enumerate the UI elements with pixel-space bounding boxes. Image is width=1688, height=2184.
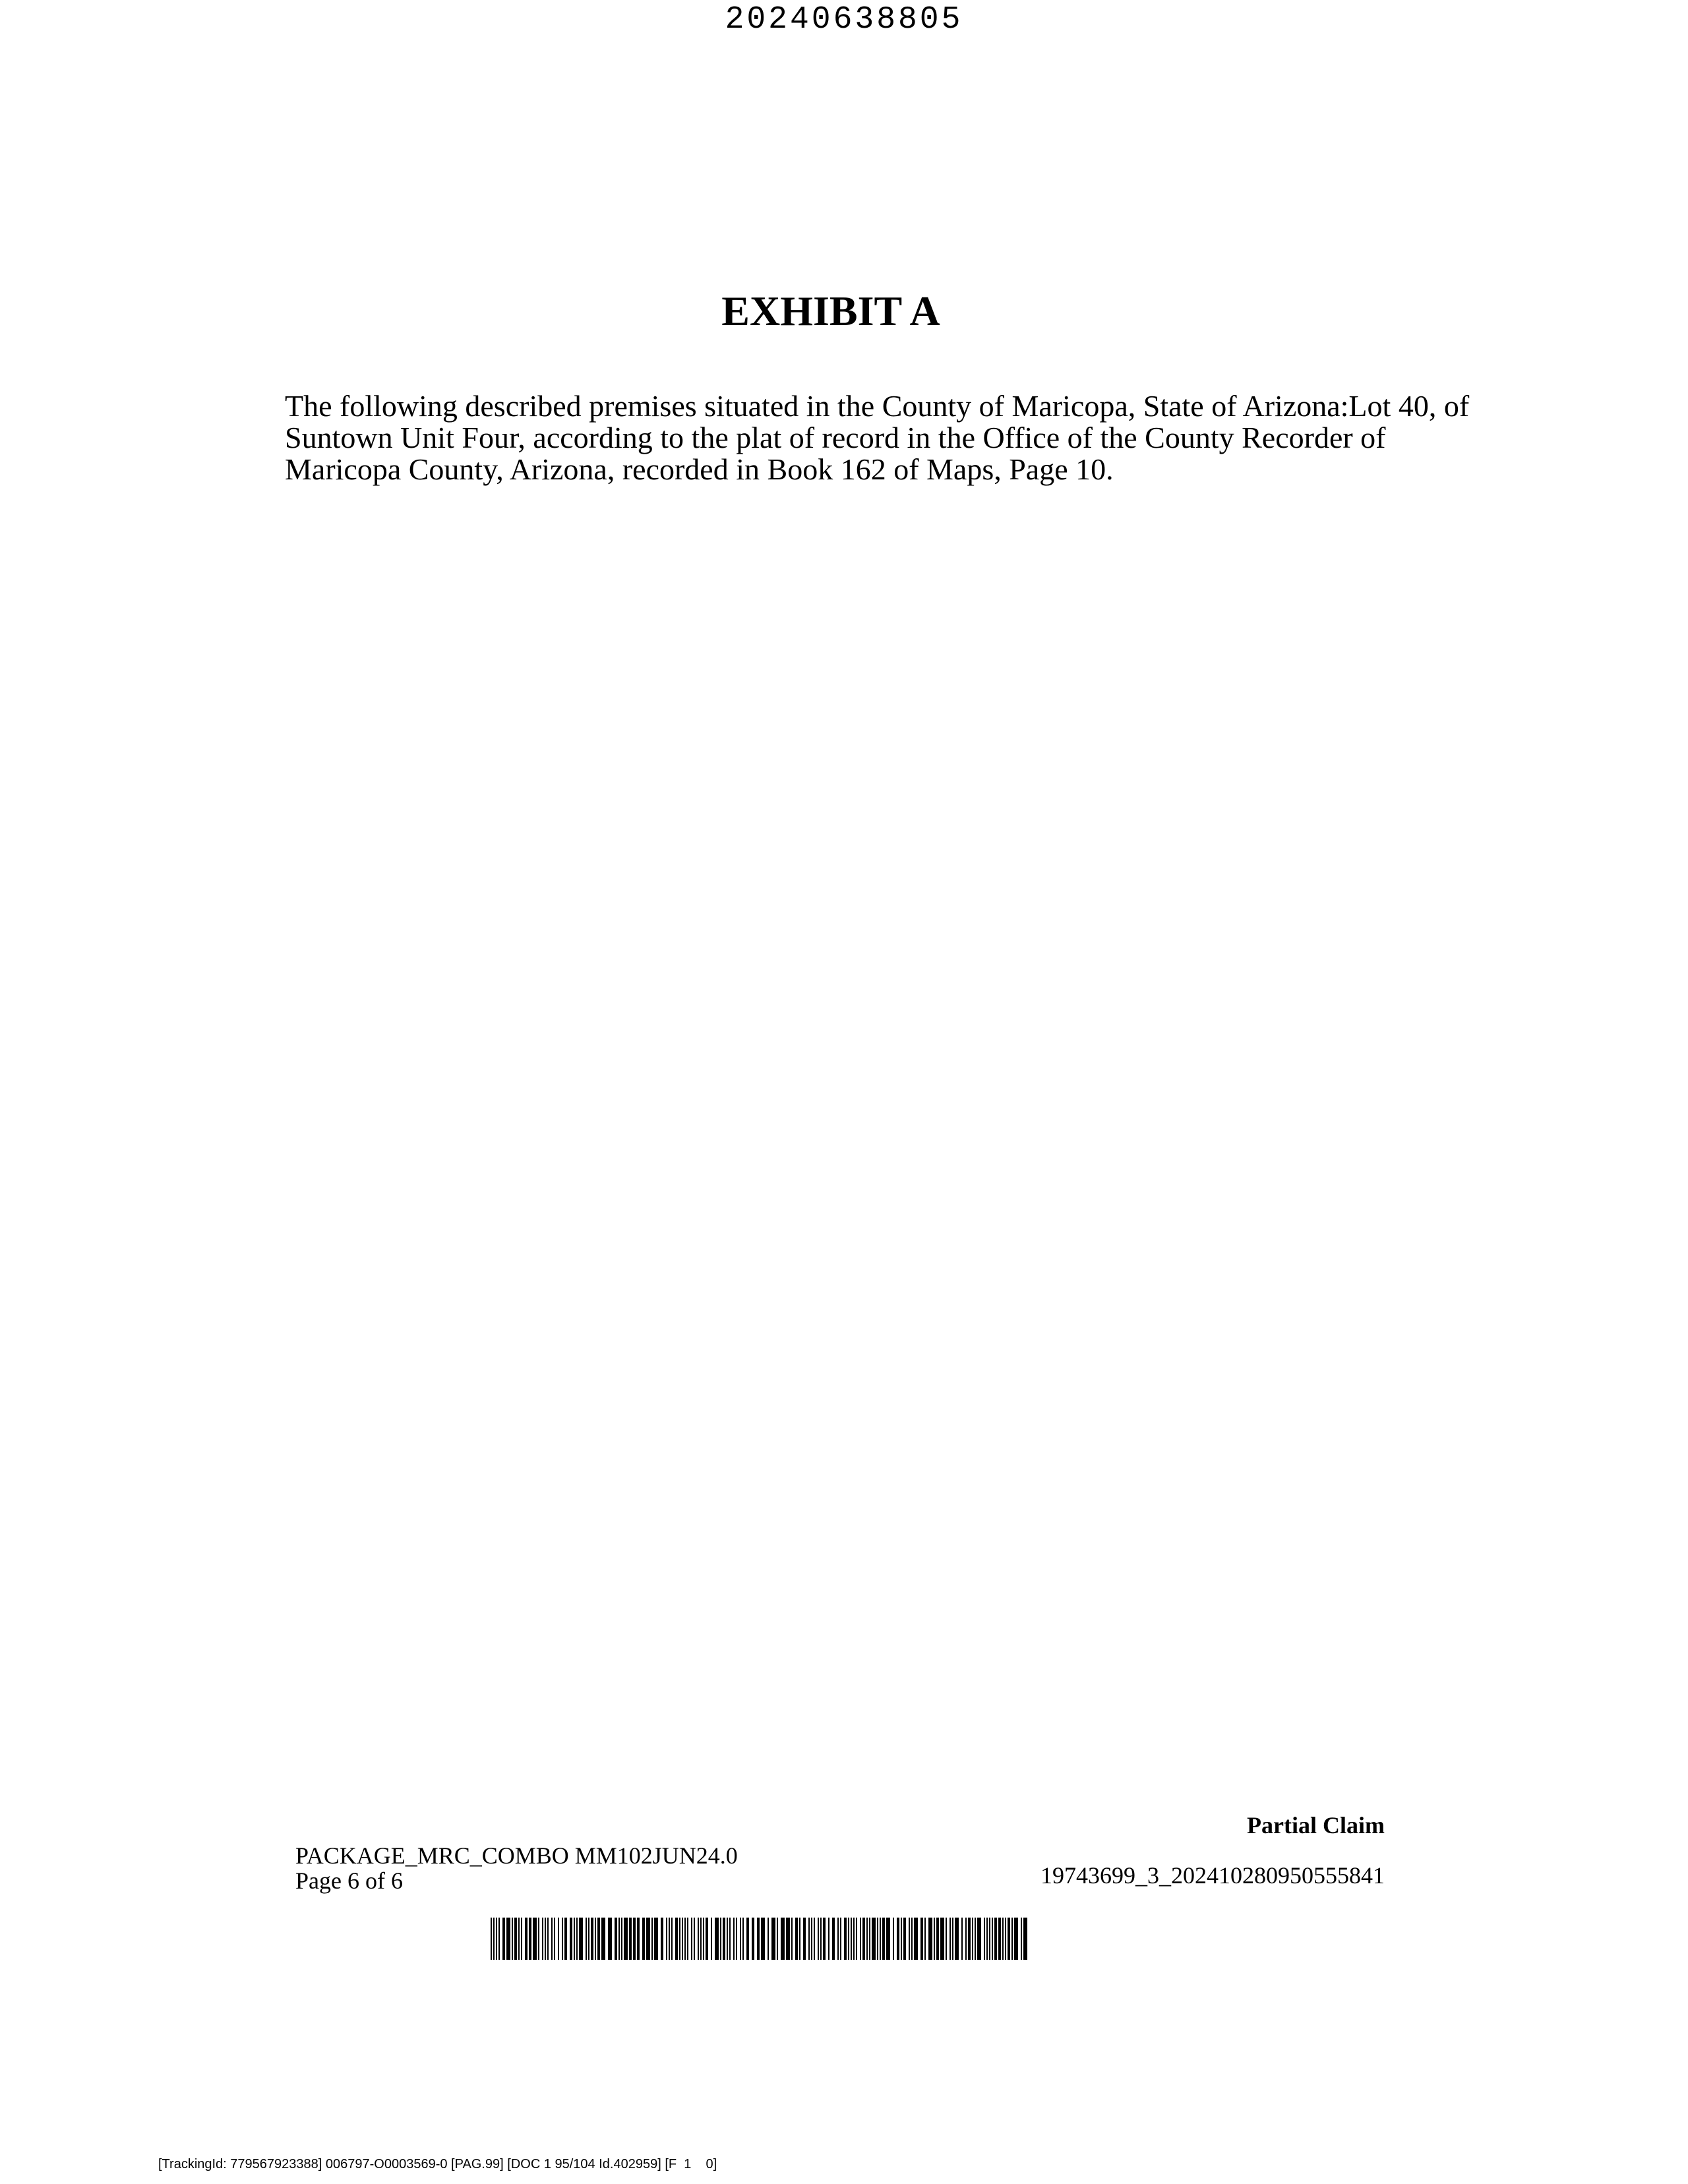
loan-reference-number: 19743699_3_202410280950555841 [1040, 1862, 1385, 1889]
exhibit-title: EXHIBIT A [721, 288, 940, 334]
recording-number: 20240638805 [725, 2, 963, 38]
legal-description-line: Suntown Unit Four, according to the plat of record in the Office of the County Recorder of [285, 421, 1386, 454]
tracking-footer: [TrackingId: 779567923388] 006797-O0003569-0 [PAG.99] [DOC 1 95/104 Id.402959] [F 1 0] [158, 2157, 717, 2171]
legal-description [285, 389, 1470, 486]
page-indicator: Page 6 of 6 [295, 1867, 403, 1894]
legal-description-line: The following described premises situated in the County of Maricopa, State of Arizona:Lot 40, of [285, 389, 1470, 423]
barcode-image [491, 1918, 1029, 1960]
document-type-label: Partial Claim [1247, 1812, 1385, 1838]
legal-description-line: Maricopa County, Arizona, recorded in Book 162 of Maps, Page 10. [285, 452, 1114, 486]
package-identifier: PACKAGE_MRC_COMBO MM102JUN24.0 [295, 1842, 738, 1869]
barcode-bar [1027, 1918, 1029, 1960]
